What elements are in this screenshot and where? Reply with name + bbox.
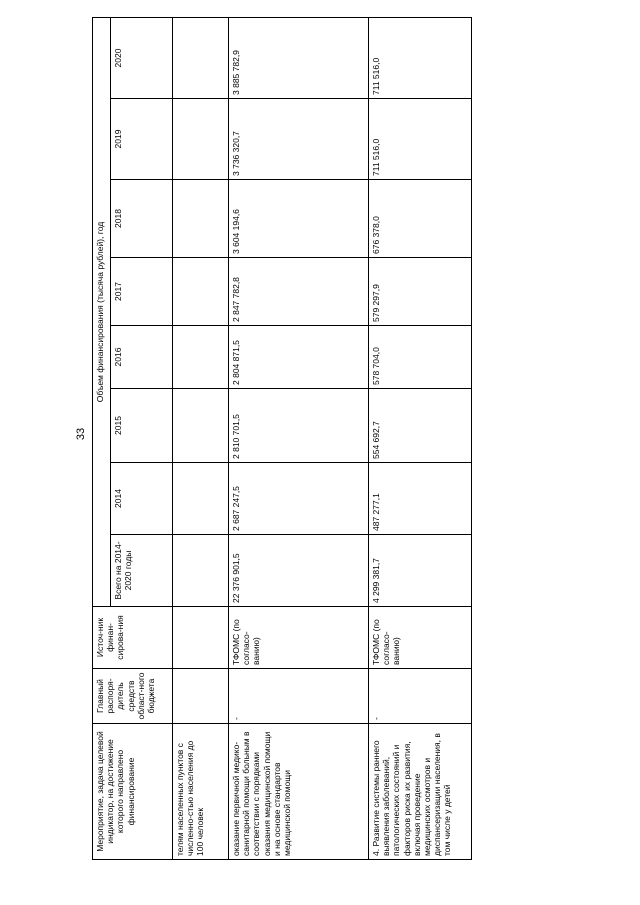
header-year-2016: 2016 (111, 326, 173, 389)
row-value-2018: 3 604 194,6 (229, 180, 369, 258)
row-source: ТФОМС (по согласо-ванию) (369, 607, 472, 669)
row-value-2017: 579 297,9 (369, 258, 472, 326)
row-value-2018 (173, 180, 229, 258)
row-value-2016: 2 804 871,5 (229, 326, 369, 389)
row-value-2015: 554 692,7 (369, 389, 472, 463)
header-year-2018: 2018 (111, 180, 173, 258)
header-source: Источ-ник финан-сирова-ния (93, 607, 173, 669)
row-manager: - (229, 669, 369, 724)
row-value-2016: 578 704,0 (369, 326, 472, 389)
row-value-2015: 2 810 701,5 (229, 389, 369, 463)
header-total: Всего на 2014-2020 годы (111, 535, 173, 607)
row-value-2014 (173, 463, 229, 535)
row-manager (173, 669, 229, 724)
row-value-2014: 2 687 247,5 (229, 463, 369, 535)
table-row (173, 17, 229, 859)
row-value-2017: 2 847 782,8 (229, 258, 369, 326)
header-volume: Объем финансирования (тысяча рублей), год (93, 17, 111, 606)
row-value-2016 (173, 326, 229, 389)
row-source (173, 607, 229, 669)
row-activity: оказание первичной медико-санитарной помощи больным в соответствии с порядками оказания медицинской помощи и на основе стандартов медицинской помощи (229, 724, 369, 860)
row-source: ТФОМС (по согласо-ванию) (229, 607, 369, 669)
row-value-2018: 676 378,0 (369, 180, 472, 258)
header-year-2017: 2017 (111, 258, 173, 326)
row-value-2017 (173, 258, 229, 326)
row-value-2020 (173, 17, 229, 98)
row-value-2019 (173, 99, 229, 180)
header-year-2015: 2015 (111, 389, 173, 463)
row-activity: 4. Развитие системы раннего выявления заболеваний, патологических состояний и факторов риска их развития, включая проведение медицинских осмотров и диспансеризации населения, в том числе у детей (369, 724, 472, 860)
row-total (173, 535, 229, 607)
header-row-1 (93, 17, 111, 859)
row-value-2014: 487 277,1 (369, 463, 472, 535)
table-sheet (92, 18, 472, 860)
row-manager: - (369, 669, 472, 724)
header-year-2019: 2019 (111, 99, 173, 180)
row-activity: телям населенных пунктов с численно-стью населения до 100 человек (173, 724, 229, 860)
page-number: 33 (75, 427, 87, 441)
header-manager: Главный распоря-дитель средств област-ного бюджета (93, 669, 173, 724)
financing-table (92, 17, 472, 860)
header-year-2020: 2020 (111, 17, 173, 98)
header-year-2014: 2014 (111, 463, 173, 535)
header-activity: Мероприятие, задача целевой индикатор, на достижение которого направлено финансирование (93, 724, 173, 860)
row-total: 4 299 381,7 (369, 535, 472, 607)
row-total: 22 376 901,5 (229, 535, 369, 607)
row-value-2020: 3 885 782,9 (229, 17, 369, 98)
row-value-2015 (173, 389, 229, 463)
row-value-2019: 3 736 320,7 (229, 99, 369, 180)
row-value-2019: 711 516,0 (369, 99, 472, 180)
table-row (229, 17, 369, 859)
row-value-2020: 711 516,0 (369, 17, 472, 98)
table-row (369, 17, 472, 859)
